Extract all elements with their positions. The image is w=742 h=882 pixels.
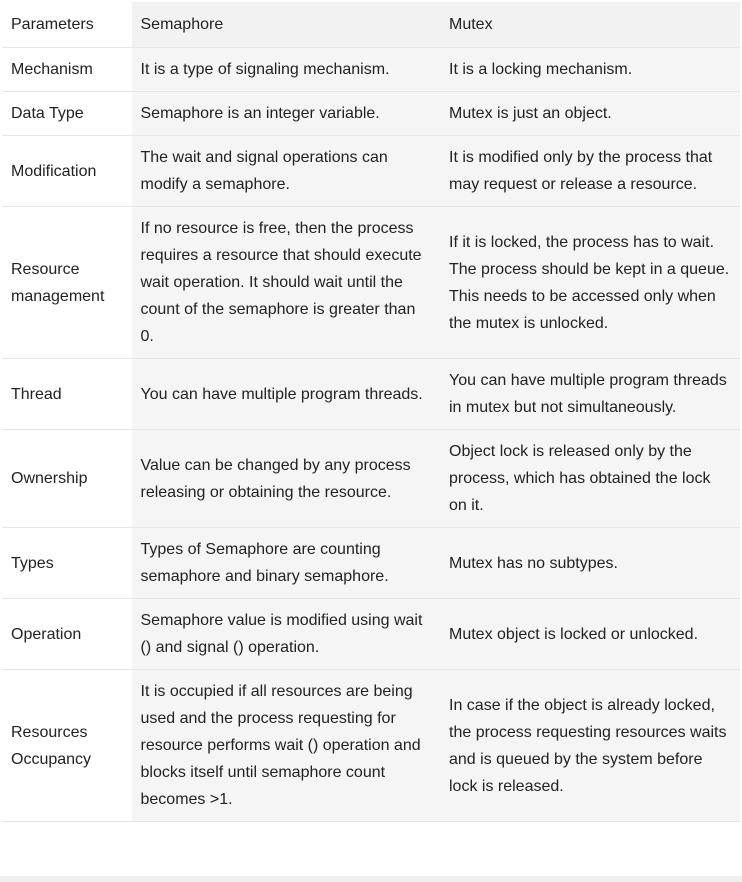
row-semaphore: You can have multiple program threads. (131, 359, 440, 430)
semaphore-mutex-comparison-table (2, 2, 740, 822)
row-parameter: Ownership (2, 430, 131, 528)
row-semaphore: It is occupied if all resources are being used and the process requesting for resource performs wait () operation and blocks itself until semaphore count becomes >1. (131, 670, 440, 822)
row-semaphore: Value can be changed by any process releasing or obtaining the resource. (131, 430, 440, 528)
table-row (2, 207, 740, 359)
row-parameter: Resources Occupancy (2, 670, 131, 822)
table-row (2, 92, 740, 136)
table-row (2, 136, 740, 207)
header-mutex: Mutex (440, 2, 740, 48)
row-semaphore: Types of Semaphore are counting semaphore and binary semaphore. (131, 528, 440, 599)
row-semaphore: Semaphore value is modified using wait () and signal () operation. (131, 599, 440, 670)
row-mutex: You can have multiple program threads in mutex but not simultaneously. (440, 359, 740, 430)
table-row (2, 48, 740, 92)
row-semaphore: It is a type of signaling mechanism. (131, 48, 440, 92)
row-parameter: Types (2, 528, 131, 599)
table-row (2, 528, 740, 599)
table-header-row (2, 2, 740, 48)
table-row (2, 430, 740, 528)
row-mutex: It is modified only by the process that may request or release a resource. (440, 136, 740, 207)
header-parameters: Parameters (2, 2, 131, 48)
row-parameter: Thread (2, 359, 131, 430)
table-row (2, 599, 740, 670)
row-semaphore: The wait and signal operations can modify a semaphore. (131, 136, 440, 207)
comparison-table-container (0, 2, 742, 882)
row-mutex: Mutex has no subtypes. (440, 528, 740, 599)
row-parameter: Data Type (2, 92, 131, 136)
row-mutex: In case if the object is already locked, the process requesting resources waits and is queued by the system before lock is released. (440, 670, 740, 822)
row-parameter: Mechanism (2, 48, 131, 92)
row-semaphore: Semaphore is an integer variable. (131, 92, 440, 136)
row-parameter: Operation (2, 599, 131, 670)
header-semaphore: Semaphore (131, 2, 440, 48)
row-mutex: If it is locked, the process has to wait. The process should be kept in a queue. This needs to be accessed only when the mutex is unlocked. (440, 207, 740, 359)
row-mutex: Object lock is released only by the process, which has obtained the lock on it. (440, 430, 740, 528)
bottom-divider (0, 876, 742, 882)
row-mutex: It is a locking mechanism. (440, 48, 740, 92)
table-row (2, 359, 740, 430)
row-parameter: Resource management (2, 207, 131, 359)
row-semaphore: If no resource is free, then the process requires a resource that should execute wait operation. It should wait until the count of the semaphore is greater than 0. (131, 207, 440, 359)
table-row (2, 670, 740, 822)
row-mutex: Mutex object is locked or unlocked. (440, 599, 740, 670)
row-mutex: Mutex is just an object. (440, 92, 740, 136)
row-parameter: Modification (2, 136, 131, 207)
